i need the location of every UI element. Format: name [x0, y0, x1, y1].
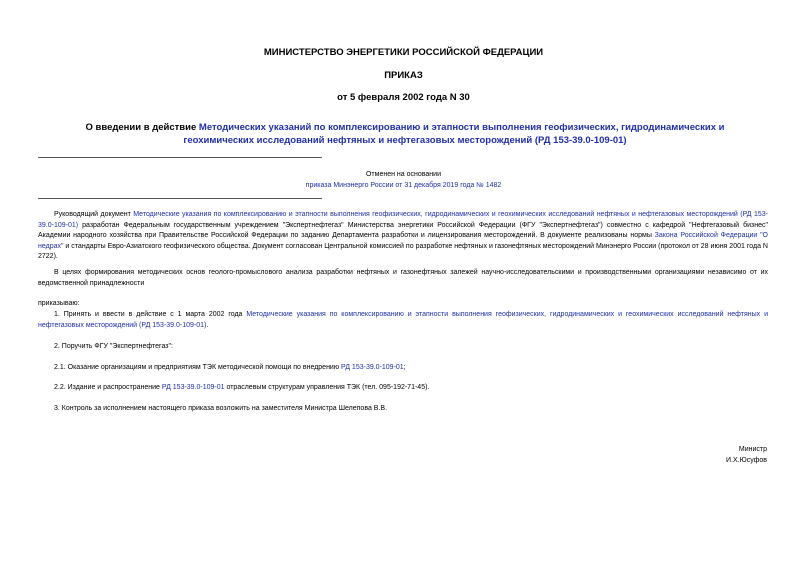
order-item-2: 2. Поручить ФГУ "Экспертнефтегаз": — [54, 343, 173, 350]
annulment-link-line — [0, 182, 807, 189]
doc-type-heading: ПРИКАЗ — [384, 70, 423, 81]
text-run: . — [206, 321, 209, 329]
doc-date-number: от 5 февраля 2002 года N 30 — [337, 92, 470, 103]
text-run: 2.1. Оказание организациям и предприятиям ТЭК методической помощи по внедрению — [54, 364, 342, 371]
annulment-note: Отменен на основании — [365, 171, 441, 178]
text-run: и стандарты Евро-Азиатского геофизического общества. Документ согласован Центральной комиссией по разработке нефтяных и газонефтяных месторождений Минэнерго России (протокол от 28 июня 2001 года N 2722). — [38, 242, 768, 260]
text-run: ; — [403, 364, 406, 371]
guidelines-link[interactable]: Методические указания по комплексированию и этапности выполнения геофизических, гидродинамических и геохимических исследований нефтяных и нефтегазовых месторождений (РД 153-39.0-109-01) — [38, 211, 769, 229]
text-run: Руководящий документ — [54, 211, 134, 218]
text-run: разработан Федеральным государственным учреждением "Экспертнефтегаз" Министерства энергетики Российской Федерации (ФГУ "Экспертнефтегаз") совместно с кафедрой "Нефтегазовый бизнес" Академии народного хозяйства при Правительстве Российской Федерации по заданию Департамента разработки и лицензирования месторождений. В документе реализованы нормы — [38, 221, 768, 239]
title-prefix: О введении в действие — [85, 122, 199, 133]
signature-position: Министр — [738, 446, 767, 453]
text-run: 2.2. Издание и распространение — [54, 384, 162, 391]
paragraph-order: приказываю: — [38, 300, 80, 307]
order-item-2-2 — [38, 383, 768, 394]
ministry-heading: МИНИСТЕРСТВО ЭНЕРГЕТИКИ РОССИЙСКОЙ ФЕДЕРАЦИИ — [263, 47, 544, 58]
guidelines-link-2[interactable]: Методические указания по комплексированию и этапности выполнения геофизических, гидродинамических и геохимических исследований нефтяных и нефтегазовых месторождений (РД 153-39.0-109-01) — [38, 311, 768, 329]
paragraph-purpose: В целях формирования методических основ геолого-промыслового анализа разработки нефтяных и газонефтяных залежей научно-исследовательскими и производственными организациями независимо от их ведомственной принадлежности — [38, 269, 768, 287]
divider-top — [38, 157, 322, 158]
text-run: отраслевым структурам управления ТЭК (тел. 095-192-71-45). — [224, 384, 430, 391]
annulment-link[interactable]: приказа Минэнерго России от 31 декабря 2019 года № 1482 — [305, 182, 502, 189]
title-link[interactable]: Методических указаний по комплексированию и этапности выполнения геофизических, гидродинамических и геохимических исследований нефтяных и нефтегазовых месторождений (РД 153-39.0-109-01) — [183, 122, 725, 146]
order-item-3: 3. Контроль за исполнением настоящего приказа возложить на заместителя Министра Шелепова В.В. — [54, 405, 388, 412]
order-item-2-1 — [38, 363, 768, 374]
text-run: 1. Принять и ввести в действие с 1 марта 2002 года — [54, 311, 247, 318]
signature-name: И.Х.Юсуфов — [726, 457, 767, 464]
order-item-1 — [38, 310, 768, 331]
paragraph-intro — [38, 210, 768, 263]
law-link[interactable]: Закона Российской Федерации "О недрах" — [38, 232, 768, 250]
document-title — [60, 121, 750, 147]
rd-link-2[interactable]: РД 153-39.0-109-01 — [161, 384, 225, 391]
rd-link-1[interactable]: РД 153-39.0-109-01 — [341, 364, 404, 371]
divider-bottom — [38, 198, 322, 199]
